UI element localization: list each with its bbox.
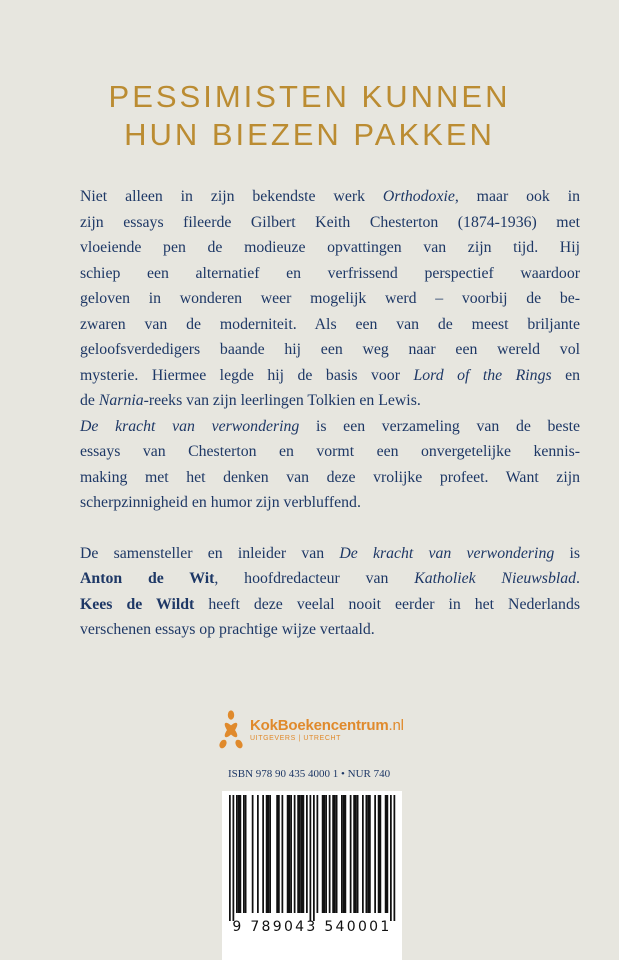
barcode [222,791,402,960]
barcode-digits: 9 789043 540001 [232,919,392,935]
barcode-bar [390,795,392,921]
book-title-narnia: Narnia [98,392,144,409]
barcode-bar [385,795,387,913]
barcode-bar [366,795,368,913]
barcode-bar [334,795,336,913]
text-line: zwaren van de moderniteit. Als een van de meest briljante [80,315,580,333]
barcode-bar [313,795,315,921]
book-title-orthodoxie: Orthodoxie [382,188,455,205]
barcode-bar [238,795,240,913]
text-line: Niet alleen in zijn bekendste werk Orthodoxie, maar ook in [80,188,580,205]
barcode-bar [245,795,247,913]
text-line: schiep een alternatief en verfrissend perspectief waardoor [80,264,580,282]
barcode-bar [257,795,259,913]
blurb-paragraph-2 [80,541,580,643]
text-line: Anton de Wit, hoofdredacteur van Katholiek Nieuwsblad. [80,570,580,587]
publisher-mark-icon [218,710,244,750]
barcode-bar [299,795,301,913]
barcode-bar [355,795,357,913]
barcode-bar [367,795,369,913]
barcode-bar [233,795,235,921]
barcode-bar [262,795,264,913]
barcode-bar [329,795,331,913]
barcode-bar [278,795,280,913]
back-cover-title [0,78,619,154]
barcode-bar [303,795,305,913]
barcode-bar [289,795,291,913]
barcode-bar [336,795,338,913]
text-line: De samensteller en inleider van De kracht van verwondering is [80,544,580,562]
text-line: de Narnia-reeks van zijn leerlingen Tolkien en Lewis. [80,392,421,409]
barcode-bar [374,795,376,913]
barcode-bar [369,795,371,913]
text-line: Kees de Wildt heeft deze veelal nooit eerder in het Nederlands [80,595,580,613]
barcode-bar [380,795,382,913]
text-line: scherpzinnigheid en humor zijn verbluffend. [80,494,361,511]
book-title-kracht: De kracht van verwondering [339,544,555,562]
barcode-bar [325,795,327,913]
barcode-bar [343,795,345,913]
barcode-bar [357,795,359,913]
text-line: essays van Chesterton en vormt een onvergetelijke kennis- [80,443,580,460]
barcode-bar [294,795,296,913]
text-line: vloeiende pen de modieuze opvattingen van zijn tijd. Hij [80,239,580,256]
text-line: mysterie. Hiermee legde hij de basis voor Lord of the Rings en [80,366,581,384]
publisher-tagline: UITGEVERS | UTRECHT [250,734,342,742]
barcode-bar [301,795,303,913]
book-title-lotr: Lord of the Rings [413,366,552,384]
barcode-bar [350,795,352,913]
barcode-bar [276,795,278,913]
barcode-bar [362,795,364,913]
barcode-bar [229,795,231,921]
barcode-bar [310,795,312,921]
barcode-bar [297,795,299,913]
blurb-paragraph-1 [80,184,580,516]
barcode-bar [282,795,284,913]
barcode-bar [394,795,396,921]
barcode-bar [240,795,242,913]
barcode-bar [290,795,292,913]
title-line-2: HUN BIEZEN PAKKEN [124,117,495,152]
barcode-bar [332,795,334,913]
text-line: geloven in wonderen weer mogelijk werd – voorbij de be- [80,290,580,307]
barcode-bar [287,795,289,913]
barcode-bar [322,795,324,913]
book-title-kracht: De kracht van verwondering [80,417,300,435]
translator-name: Kees de Wildt [80,595,195,613]
text-line: geloofsverdedigers baande hij een weg naar een wereld vol [80,341,580,358]
publisher-name: KokBoekencentrum.nl [250,716,404,734]
text-line: verschenen essays op prachtige wijze vertaald. [80,621,375,638]
barcode-bar [378,795,380,913]
barcode-bar [269,795,271,913]
title-line-1: PESSIMISTEN KUNNEN [108,79,511,114]
barcode-bar [387,795,389,913]
barcode-bar [324,795,326,913]
barcode-bar [345,795,347,913]
barcode-bar [268,795,270,913]
isbn-line: ISBN 978 90 435 4000 1 • NUR 740 [228,768,391,780]
barcode-bar [252,795,254,913]
barcode-bar [317,795,319,913]
barcode-bar [306,795,308,913]
text-line: making met het denken van deze vrolijke profeet. Want zijn [80,468,580,486]
compiler-name: Anton de Wit [80,570,215,587]
magazine-name: Katholiek Nieuwsblad [414,570,577,587]
barcode-bar [236,795,238,913]
barcode-bar [266,795,268,913]
blurb-text [80,184,580,643]
barcode-bar [243,795,245,913]
publisher-logo [218,708,404,752]
text-line: De kracht van verwondering is een verzameling van de beste [80,417,580,435]
text-line: zijn essays fileerde Gilbert Keith Chesterton (1874-1936) met [80,213,580,231]
barcode-bar [353,795,355,913]
barcode-bar [341,795,343,913]
